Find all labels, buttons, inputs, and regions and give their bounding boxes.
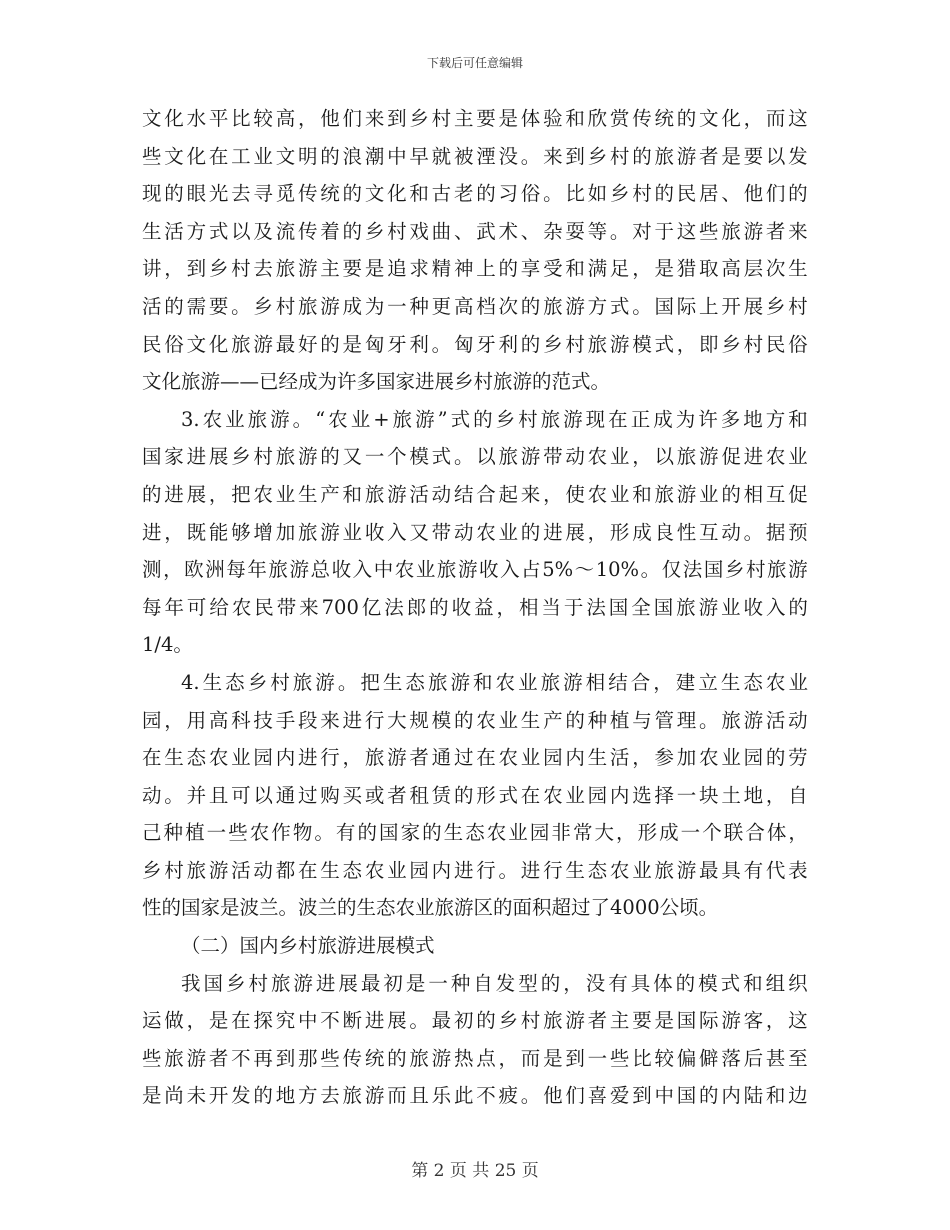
text-line: 生 活 方 式 以 及 流 传 着 的 乡 村 戏 曲 、 武 术 、 杂 耍 等 。 对 于 这 些 旅 游 者 来 bbox=[142, 219, 808, 243]
text-line: （二）国内乡村旅游进展模式 bbox=[181, 934, 435, 958]
text-line: 我 国 乡 村 旅 游 进 展 最 初 是 一 种 自 发 型 的 ， 没 有 具 体 的 模 式 和 组 织 bbox=[181, 971, 808, 995]
text-line: 文 化 水 平 比 较 高 ， 他 们 来 到 乡 村 主 要 是 体 验 和 欣 赏 传 统 的 文 化 ， 而 这 bbox=[142, 107, 808, 130]
text-line: 己 种 植 一 些 农 作 物 。 有 的 国 家 的 生 态 农 业 园 非 常 大 ， 形 成 一 个 联 合 体 ， bbox=[142, 821, 808, 845]
text-line: 些 文 化 在 工 业 文 明 的 浪 潮 中 早 就 被 湮 没 。 来 到 乡 村 的 旅 游 者 是 要 以 发 bbox=[142, 144, 808, 168]
text-line: 测 ， 欧 洲 每 年 旅 游 总 收 入 中 农 业 旅 游 收 入 占 5% ～ 10% 。 仅 法 国 乡 村 旅 游 bbox=[142, 558, 808, 582]
text-line: 乡 村 旅 游 活 动 都 在 生 态 农 业 园 内 进 行 。 进 行 生 态 农 业 旅 游 最 具 有 代 表 bbox=[142, 858, 808, 882]
text-line: 是 尚 未 开 发 的 地 方 去 旅 游 而 且 乐 此 不 疲 。 他 们 喜 爱 到 中 国 的 内 陆 和 边 bbox=[142, 1084, 808, 1108]
text-line: 民 俗 文 化 旅 游 最 好 的 是 匈 牙 利 。 匈 牙 利 的 乡 村 旅 游 模 式 ， 即 乡 村 民 俗 bbox=[142, 332, 808, 356]
text-line: 在 生 态 农 业 园 内 进 行 ， 旅 游 者 通 过 在 农 业 园 内 生 活 ， 参 加 农 业 园 的 劳 bbox=[142, 746, 808, 770]
text-line: 性的国家是波兰。波兰的生态农业旅游区的面积超过了4000公顷。 bbox=[142, 896, 719, 920]
text-line: 文化旅游——已经成为许多国家进展乡村旅游的范式。 bbox=[142, 370, 611, 394]
text-line: 活 的 需 要 。 乡 村 旅 游 成 为 一 种 更 高 档 次 的 旅 游 方 式 。 国 际 上 开 展 乡 村 bbox=[142, 294, 808, 318]
text-line: 园 ， 用 高 科 技 手 段 来 进 行 大 规 模 的 农 业 生 产 的 种 植 与 管 理 。 旅 游 活 动 bbox=[142, 708, 808, 732]
text-line: 进 ， 既 能 够 增 加 旅 游 业 收 入 又 带 动 农 业 的 进 展 ， 形 成 良 性 互 动 。 据 预 bbox=[142, 520, 808, 544]
text-line: 1/4。 bbox=[142, 633, 193, 657]
text-line: 国 家 进 展 乡 村 旅 游 的 又 一 个 模 式 。 以 旅 游 带 动 农 业 ， 以 旅 游 促 进 农 业 bbox=[142, 445, 808, 469]
text-line: 讲 ， 到 乡 村 去 旅 游 主 要 是 追 求 精 神 上 的 享 受 和 满 足 ， 是 猎 取 高 层 次 生 bbox=[142, 257, 808, 281]
text-line: 4. 生 态 乡 村 旅 游 。 把 生 态 旅 游 和 农 业 旅 游 相 结 合 ， 建 立 生 态 农 业 bbox=[181, 670, 808, 694]
text-line: 的 进 展 ， 把 农 业 生 产 和 旅 游 活 动 结 合 起 来 ， 使 农 业 和 旅 游 业 的 相 互 促 bbox=[142, 482, 808, 506]
text-line: 些 旅 游 者 不 再 到 那 些 传 统 的 旅 游 热 点 ， 而 是 到 一 些 比 较 偏 僻 落 后 甚 至 bbox=[142, 1046, 808, 1070]
document-body bbox=[142, 100, 808, 1115]
text-line: 现 的 眼 光 去 寻 觅 传 统 的 文 化 和 古 老 的 习 俗 。 比 如 乡 村 的 民 居 、 他 们 的 bbox=[142, 182, 808, 206]
text-line: 动 。 并 且 可 以 通 过 购 买 或 者 租 赁 的 形 式 在 农 业 园 内 选 择 一 块 土 地 ， 自 bbox=[142, 783, 808, 807]
text-line: 运 做 ， 是 在 探 究 中 不 断 进 展 。 最 初 的 乡 村 旅 游 者 主 要 是 国 际 游 客 ， 这 bbox=[142, 1009, 808, 1033]
text-line: 3. 农 业 旅 游 。 “ 农 业 + 旅 游 ” 式 的 乡 村 旅 游 现 在 正 成 为 许 多 地 方 和 bbox=[181, 407, 808, 431]
text-line: 每 年 可 给 农 民 带 来 700 亿 法 郎 的 收 益 ， 相 当 于 法 国 全 国 旅 游 业 收 入 的 bbox=[142, 595, 808, 619]
page-footer: 第 2 页 共 25 页 bbox=[411, 1161, 539, 1181]
page-header: 下载后可任意编辑 bbox=[426, 56, 523, 70]
